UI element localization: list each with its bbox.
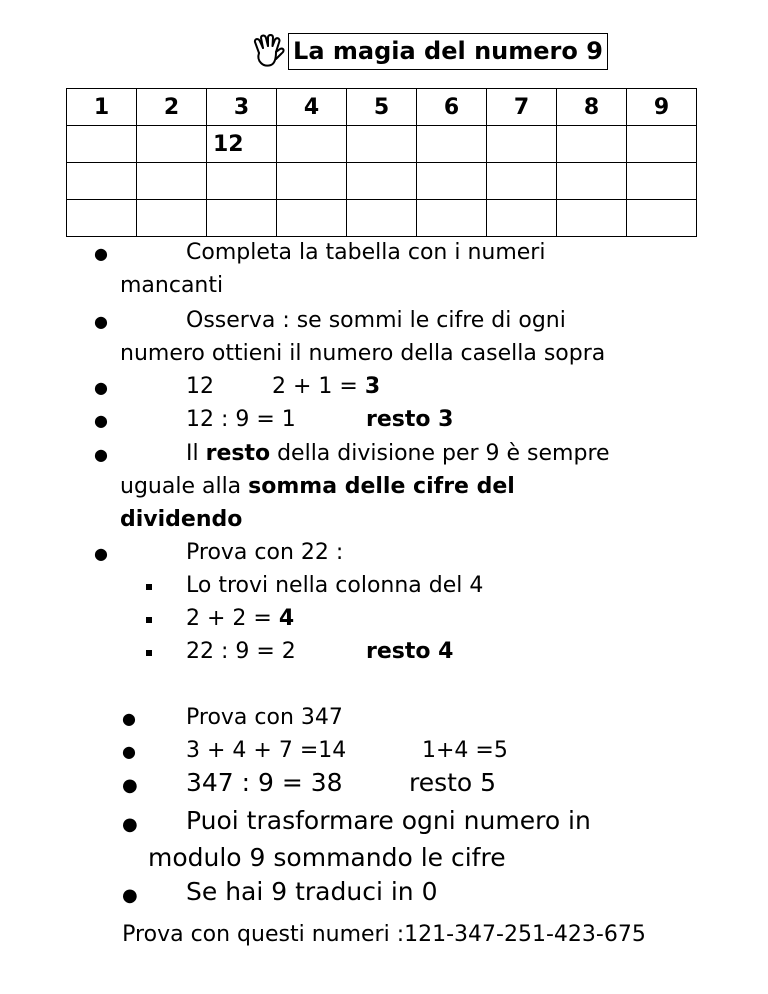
list-item-continuation: numero ottieni il numero della casella sopra (120, 341, 606, 366)
sum-expression: 1+4 =5 (422, 738, 508, 763)
bullet-dot: ● (94, 411, 108, 430)
table-cell (67, 163, 137, 200)
table-cell (137, 126, 207, 163)
table-cell (67, 126, 137, 163)
table-cell (347, 200, 417, 237)
header-cell: 6 (417, 89, 487, 126)
table-cell (627, 200, 697, 237)
footer-exercise: Prova con questi numeri :121-347-251-423-675 (122, 922, 646, 947)
bullet-dot: ● (122, 775, 138, 796)
list-item: 12 (186, 374, 214, 399)
table-cell (137, 163, 207, 200)
division-expression: 347 : 9 = 38 (186, 768, 343, 797)
table-cell (207, 200, 277, 237)
sum-expression: 3 + 4 + 7 =14 (186, 738, 347, 763)
bullet-square (146, 650, 152, 656)
page-title: La magia del numero 9 (288, 33, 608, 70)
table-cell (137, 200, 207, 237)
table-cell (277, 163, 347, 200)
list-item (186, 441, 610, 466)
table-cell (417, 126, 487, 163)
header-cell: 4 (277, 89, 347, 126)
header-cell: 2 (137, 89, 207, 126)
header-cell: 8 (557, 89, 627, 126)
rule-text: Il (186, 441, 206, 466)
numbers-table (66, 88, 697, 237)
header-cell: 3 (207, 89, 277, 126)
list-item-continuation (120, 474, 515, 499)
sum-text: 2 + 2 = (186, 606, 279, 631)
list-item: Osserva : se sommi le cifre di ogni (186, 308, 566, 333)
hand-icon (250, 33, 286, 69)
sub-list-item: Lo trovi nella colonna del 4 (186, 573, 484, 598)
sum-expression (272, 374, 380, 399)
bullet-square (146, 584, 152, 590)
bullet-dot: ● (122, 709, 136, 728)
sum-result: 4 (278, 606, 295, 631)
rule-text: uguale alla (120, 474, 249, 499)
list-item: Se hai 9 traduci in 0 (186, 877, 438, 906)
bullet-dot: ● (94, 445, 108, 464)
bullet-dot: ● (94, 378, 108, 397)
header-cell: 9 (627, 89, 697, 126)
remainder-text: resto 5 (409, 768, 497, 797)
table-cell (207, 163, 277, 200)
list-item: Prova con 347 (186, 705, 343, 730)
table-cell (347, 126, 417, 163)
table-cell (487, 163, 557, 200)
remainder-text: resto 3 (366, 407, 454, 432)
sum-result: 3 (364, 374, 381, 399)
rule-bold: somma delle cifre del (248, 474, 515, 499)
list-item-continuation: mancanti (120, 273, 224, 298)
division-expression: 12 : 9 = 1 (186, 407, 296, 432)
table-cell: 12 (207, 126, 277, 163)
table-cell (277, 200, 347, 237)
rule-text: della divisione per 9 è sempre (270, 441, 610, 466)
table-cell (627, 126, 697, 163)
sum-text: 2 + 1 = (272, 374, 365, 399)
table-cell (347, 163, 417, 200)
sub-list-item (186, 606, 294, 631)
table-cell (417, 200, 487, 237)
table-header-row (67, 89, 697, 126)
rule-bold: resto (205, 441, 271, 466)
list-item: Completa la tabella con i numeri (186, 240, 546, 265)
bullet-dot: ● (122, 885, 138, 906)
table-cell (487, 126, 557, 163)
table-cell (557, 200, 627, 237)
table-cell (627, 163, 697, 200)
list-item: Prova con 22 : (186, 540, 344, 565)
header-cell: 7 (487, 89, 557, 126)
table-cell (487, 200, 557, 237)
header-cell: 1 (67, 89, 137, 126)
title-row (0, 30, 768, 72)
table-row (67, 126, 697, 163)
table-cell (277, 126, 347, 163)
bullet-square (146, 617, 152, 623)
table-cell (557, 163, 627, 200)
table-row (67, 200, 697, 237)
list-item: Puoi trasformare ogni numero in (186, 806, 591, 835)
bullet-dot: ● (122, 814, 138, 835)
remainder-text: resto 4 (366, 639, 454, 664)
sub-list-item: 22 : 9 = 2 (186, 639, 296, 664)
list-item-continuation: modulo 9 sommando le cifre (148, 843, 506, 872)
bullet-dot: ● (94, 544, 108, 563)
table-cell (557, 126, 627, 163)
header-cell: 5 (347, 89, 417, 126)
table-cell (417, 163, 487, 200)
bullet-dot: ● (122, 742, 136, 761)
bullet-dot: ● (94, 312, 108, 331)
table-row (67, 163, 697, 200)
list-item-continuation: dividendo (120, 507, 243, 532)
table-cell (67, 200, 137, 237)
bullet-dot: ● (94, 244, 108, 263)
